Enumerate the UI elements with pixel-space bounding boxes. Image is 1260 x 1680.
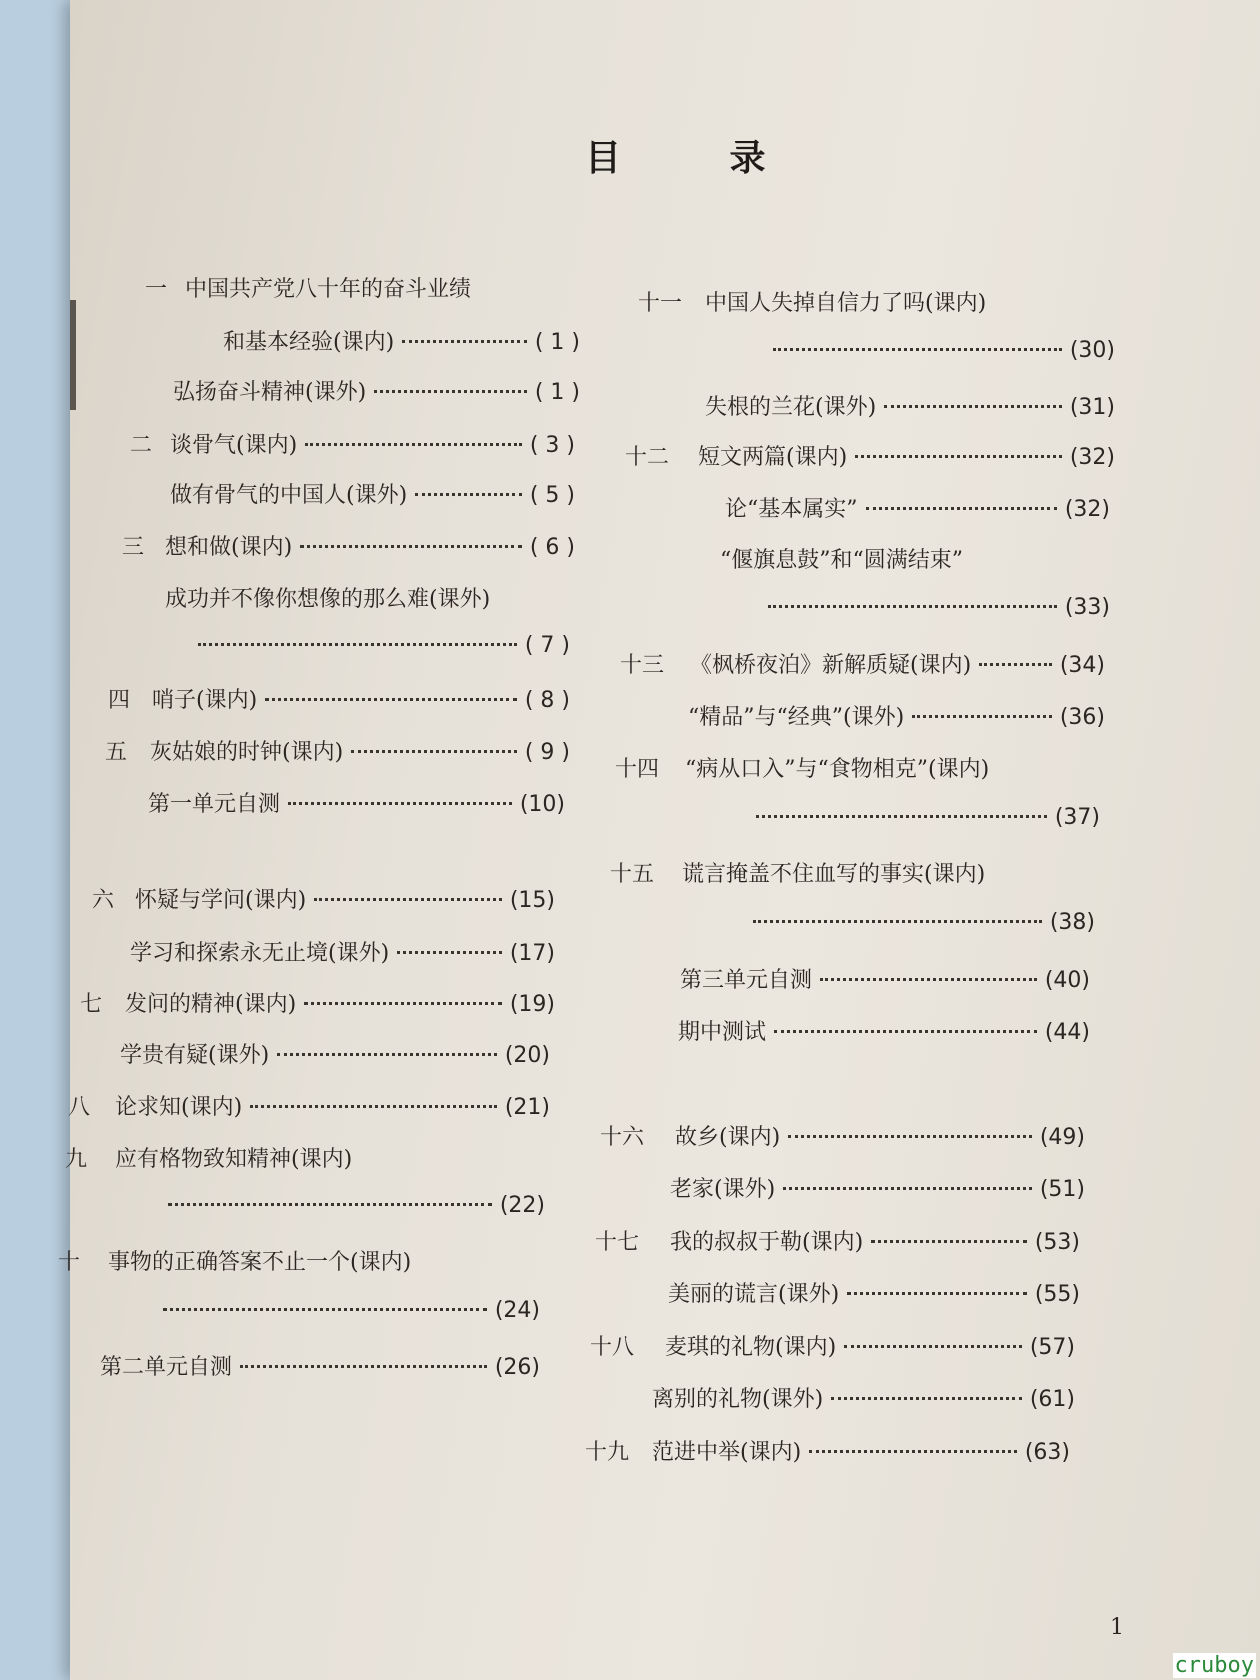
- toc-entry-right: [680, 963, 1090, 994]
- entry-page: (15): [509, 888, 555, 913]
- toc-entry-right: [638, 286, 986, 317]
- entry-page: ( 5 ): [529, 483, 575, 508]
- entry-page: (55): [1034, 1282, 1080, 1307]
- entry-title: 第一单元自测: [148, 792, 281, 817]
- toc-entry-left: [145, 272, 471, 303]
- entry-page: (34): [1059, 653, 1105, 678]
- entry-title: 怀疑与学问(课内): [135, 888, 307, 913]
- toc-entry-right: [720, 543, 963, 574]
- leader-dots: [250, 1105, 497, 1108]
- entry-title: 失根的兰花(课外): [705, 395, 877, 420]
- entry-title: 我的叔叔于勒(课内): [670, 1230, 864, 1255]
- entry-number: 二: [130, 433, 153, 458]
- entry-number: 十二: [625, 445, 670, 470]
- leader-dots: [288, 802, 512, 805]
- entry-title: 美丽的谎言(课外): [668, 1282, 840, 1307]
- entry-title: 第二单元自测: [100, 1355, 233, 1380]
- entry-number: 十九: [585, 1440, 630, 1465]
- page-number: 1: [1110, 1615, 1124, 1640]
- entry-title: 中国人失掉自信力了吗(课内): [705, 291, 987, 316]
- toc-entry-left: [122, 530, 575, 561]
- toc-entry-right: [590, 1330, 1075, 1361]
- entry-page: (31): [1069, 395, 1115, 420]
- leader-dots: [866, 507, 1057, 510]
- toc-entry-right: [600, 1120, 1085, 1151]
- entry-page: (61): [1029, 1387, 1075, 1412]
- leader-dots: [415, 493, 522, 496]
- leader-dots: [884, 405, 1062, 408]
- leader-dots: [820, 978, 1037, 981]
- toc-entry-left: [160, 1193, 545, 1218]
- entry-title: “偃旗息鼓”和“圆满结束”: [720, 548, 963, 573]
- entry-number: 四: [108, 688, 131, 713]
- entry-title: “精品”与“经典”(课外): [688, 705, 905, 730]
- entry-title: 离别的礼物(课外): [652, 1387, 824, 1412]
- entry-page: (26): [494, 1355, 540, 1380]
- entry-page: (37): [1054, 805, 1100, 830]
- entry-page: (32): [1064, 497, 1110, 522]
- entry-title: 和基本经验(课内): [223, 330, 395, 355]
- entry-page: ( 1 ): [534, 380, 580, 405]
- entry-page: (24): [494, 1298, 540, 1323]
- toc-entry-left: [173, 375, 580, 406]
- toc-entry-right: [760, 595, 1110, 620]
- entry-page: (57): [1029, 1335, 1075, 1360]
- toc-entry-left: [58, 1245, 411, 1276]
- leader-dots: [753, 920, 1042, 923]
- toc-entry-left: [170, 478, 575, 509]
- toc-entry-left: [100, 1350, 540, 1381]
- entry-title: 做有骨气的中国人(课外): [170, 483, 408, 508]
- entry-number: 七: [80, 992, 103, 1017]
- leader-dots: [304, 1002, 502, 1005]
- leader-dots: [783, 1187, 1032, 1190]
- entry-page: (22): [499, 1193, 545, 1218]
- toc-entry-left: [68, 1090, 550, 1121]
- toc-entry-left: [223, 325, 580, 356]
- toc-entry-left: [130, 428, 575, 459]
- entry-number: 十七: [595, 1230, 640, 1255]
- entry-number: 五: [105, 740, 128, 765]
- toc-entry-right: [668, 1277, 1080, 1308]
- leader-dots: [979, 663, 1052, 666]
- leader-dots: [397, 951, 502, 954]
- entry-title: 第三单元自测: [680, 968, 813, 993]
- leader-dots: [374, 390, 527, 393]
- entry-title: 谎言掩盖不住血写的事实(课内): [682, 862, 986, 887]
- entry-page: (63): [1024, 1440, 1070, 1465]
- page-title: 目 录: [585, 137, 814, 179]
- leader-dots: [402, 340, 527, 343]
- entry-number: 八: [68, 1095, 91, 1120]
- toc-entry-right: [765, 338, 1115, 363]
- leader-dots: [265, 698, 517, 701]
- entry-title: 论“基本属实”: [725, 497, 858, 522]
- entry-page: (21): [504, 1095, 550, 1120]
- entry-page: (30): [1069, 338, 1115, 363]
- entry-title: 灰姑娘的时钟(课内): [150, 740, 344, 765]
- leader-dots: [912, 715, 1052, 718]
- entry-page: ( 3 ): [529, 433, 575, 458]
- entry-title: 范进中举(课内): [652, 1440, 802, 1465]
- entry-title: 成功并不像你想像的那么难(课外): [165, 587, 491, 612]
- toc-entry-left: [148, 787, 565, 818]
- leader-dots: [768, 605, 1057, 608]
- entry-page: (33): [1064, 595, 1110, 620]
- entry-page: ( 6 ): [529, 535, 575, 560]
- leader-dots: [788, 1135, 1032, 1138]
- leader-dots: [756, 815, 1047, 818]
- entry-title: 麦琪的礼物(课内): [665, 1335, 837, 1360]
- entry-page: (19): [509, 992, 555, 1017]
- entry-title: 哨子(课内): [152, 688, 258, 713]
- entry-page: (17): [509, 941, 555, 966]
- entry-page: ( 1 ): [534, 330, 580, 355]
- leader-dots: [847, 1292, 1027, 1295]
- entry-title: 故乡(课内): [675, 1125, 781, 1150]
- leader-dots: [168, 1203, 492, 1206]
- entry-page: (49): [1039, 1125, 1085, 1150]
- toc-entry-right: [670, 1172, 1085, 1203]
- leader-dots: [163, 1308, 487, 1311]
- entry-number: 三: [122, 535, 145, 560]
- toc-entry-right: [615, 752, 989, 783]
- toc-entry-left: [105, 735, 570, 766]
- leader-dots: [305, 443, 522, 446]
- toc-entry-right: [745, 910, 1095, 935]
- entry-title: 论求知(课内): [115, 1095, 243, 1120]
- entry-title: 老家(课外): [670, 1177, 776, 1202]
- leader-dots: [855, 455, 1062, 458]
- entry-page: ( 9 ): [524, 740, 570, 765]
- entry-page: (53): [1034, 1230, 1080, 1255]
- entry-page: (44): [1044, 1020, 1090, 1045]
- toc-entry-right: [725, 492, 1110, 523]
- entry-number: 十五: [610, 862, 655, 887]
- toc-entry-right: [610, 857, 985, 888]
- leader-dots: [871, 1240, 1027, 1243]
- entry-title: 短文两篇(课内): [698, 445, 848, 470]
- toc-entry-left: [92, 883, 555, 914]
- toc-entry-left: [165, 582, 490, 613]
- entry-page: (32): [1069, 445, 1115, 470]
- entry-title: 想和做(课内): [165, 535, 293, 560]
- entry-number: 十三: [620, 653, 665, 678]
- leader-dots: [277, 1053, 497, 1056]
- toc-entry-right: [705, 390, 1115, 421]
- toc-entry-right: [678, 1015, 1090, 1046]
- entry-number: 九: [65, 1147, 88, 1172]
- entry-number: 十八: [590, 1335, 635, 1360]
- leader-dots: [314, 898, 502, 901]
- toc-entry-right: [585, 1435, 1070, 1466]
- toc-entry-left: [108, 683, 570, 714]
- entry-page: (38): [1049, 910, 1095, 935]
- entry-title: 中国共产党八十年的奋斗业绩: [185, 277, 472, 302]
- entry-page: (51): [1039, 1177, 1085, 1202]
- entry-title: 发问的精神(课内): [125, 992, 297, 1017]
- leader-dots: [774, 1030, 1037, 1033]
- entry-number: 十: [58, 1250, 81, 1275]
- entry-title: 学习和探索永无止境(课外): [130, 941, 390, 966]
- leader-dots: [300, 545, 522, 548]
- leader-dots: [773, 348, 1062, 351]
- entry-page: ( 7 ): [524, 633, 570, 658]
- entry-title: “病从口入”与“食物相克”(课内): [685, 757, 990, 782]
- leader-dots: [831, 1397, 1022, 1400]
- entry-title: 谈骨气(课内): [170, 433, 298, 458]
- entry-title: 弘扬奋斗精神(课外): [173, 380, 367, 405]
- toc-entry-right: [620, 648, 1105, 679]
- entry-title: 事物的正确答案不止一个(课内): [108, 1250, 412, 1275]
- entry-page: (20): [504, 1043, 550, 1068]
- toc-entry-right: [652, 1382, 1075, 1413]
- toc-entry-left: [120, 1038, 550, 1069]
- toc-entry-right: [688, 700, 1105, 731]
- toc-entry-right: [595, 1225, 1080, 1256]
- toc-entry-left: [155, 1298, 540, 1323]
- entry-page: (10): [519, 792, 565, 817]
- leader-dots: [198, 643, 517, 646]
- entry-page: (40): [1044, 968, 1090, 993]
- entry-title: 学贵有疑(课外): [120, 1043, 270, 1068]
- leader-dots: [844, 1345, 1022, 1348]
- toc-entry-left: [130, 936, 555, 967]
- toc-entry-left: [190, 633, 570, 658]
- toc-entry-left: [65, 1142, 352, 1173]
- toc-entry-right: [748, 805, 1100, 830]
- entry-page: ( 8 ): [524, 688, 570, 713]
- watermark: cruboy: [1174, 1653, 1254, 1678]
- entry-number: 一: [145, 277, 168, 302]
- entry-title: 《枫桥夜泊》新解质疑(课内): [690, 653, 972, 678]
- entry-number: 十六: [600, 1125, 645, 1150]
- entry-number: 六: [92, 888, 115, 913]
- entry-title: 应有格物致知精神(课内): [115, 1147, 353, 1172]
- leader-dots: [809, 1450, 1017, 1453]
- entry-number: 十四: [615, 757, 660, 782]
- entry-title: 期中测试: [678, 1020, 767, 1045]
- toc-entry-left: [80, 987, 555, 1018]
- toc-entry-right: [625, 440, 1115, 471]
- entry-number: 十一: [638, 291, 683, 316]
- leader-dots: [240, 1365, 487, 1368]
- book-page: [58, 0, 1260, 1680]
- entry-page: (36): [1059, 705, 1105, 730]
- leader-dots: [351, 750, 517, 753]
- binding-mark: [70, 300, 76, 410]
